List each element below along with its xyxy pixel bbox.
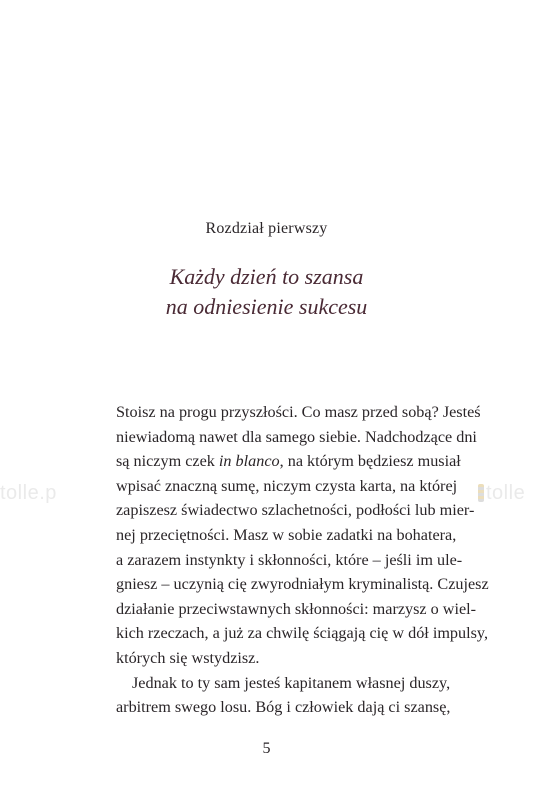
body-line: zapiszesz świadectwo szlachetności, podłości lub mier-: [116, 501, 475, 520]
body-line: działanie przeciwstawnych skłonności: marzysz o wiel-: [116, 599, 477, 618]
chapter-title-line-1: Każdy dzień to szansa: [169, 264, 364, 289]
watermark-left-text: tolle.p: [0, 482, 57, 504]
italic-phrase: in blanco: [218, 452, 280, 471]
watermark-right: [478, 482, 525, 505]
body-line: kich rzeczach, a już za chwilę ściągają cię w dół impulsy,: [116, 624, 488, 643]
body-line: arbitrem swego losu. Bóg i człowiek dają ci szansę,: [116, 698, 451, 717]
body-line: niewiadomą nawet dla samego siebie. Nadchodzące dni: [116, 427, 477, 446]
body-text: [116, 400, 489, 720]
chapter-title-line-2: na odniesienie sukcesu: [165, 294, 368, 319]
body-line: Stoisz na progu przyszłości. Co masz przed sobą? Jesteś: [116, 403, 481, 421]
watermark-left: [0, 482, 57, 505]
page-number: 5: [262, 740, 271, 757]
body-line: wpisać znaczną sumę, niczym czysta karta, na której: [116, 476, 458, 495]
body-line-paragraph-start: Jednak to ty sam jesteś kapitanem własnej duszy,: [132, 673, 451, 692]
body-line: nej przeciętności. Masz w sobie zadatki na bohatera,: [116, 525, 457, 544]
body-line: a zarazem instynkty i skłonności, które – jeśli im ule-: [116, 550, 463, 569]
watermark-right-text: tolle: [486, 482, 526, 504]
chapter-label: Rozdział pierwszy: [205, 220, 328, 237]
body-line-with-italic: są niczym czek in blanco, na którym będziesz musiał: [116, 452, 461, 471]
lighthouse-icon: [478, 484, 484, 502]
body-line: których się wstydzisz.: [116, 648, 260, 667]
body-line: gniesz – uczynią cię zwyrodniałym kryminalistą. Czujesz: [116, 575, 489, 594]
chapter-title: [0, 262, 533, 322]
